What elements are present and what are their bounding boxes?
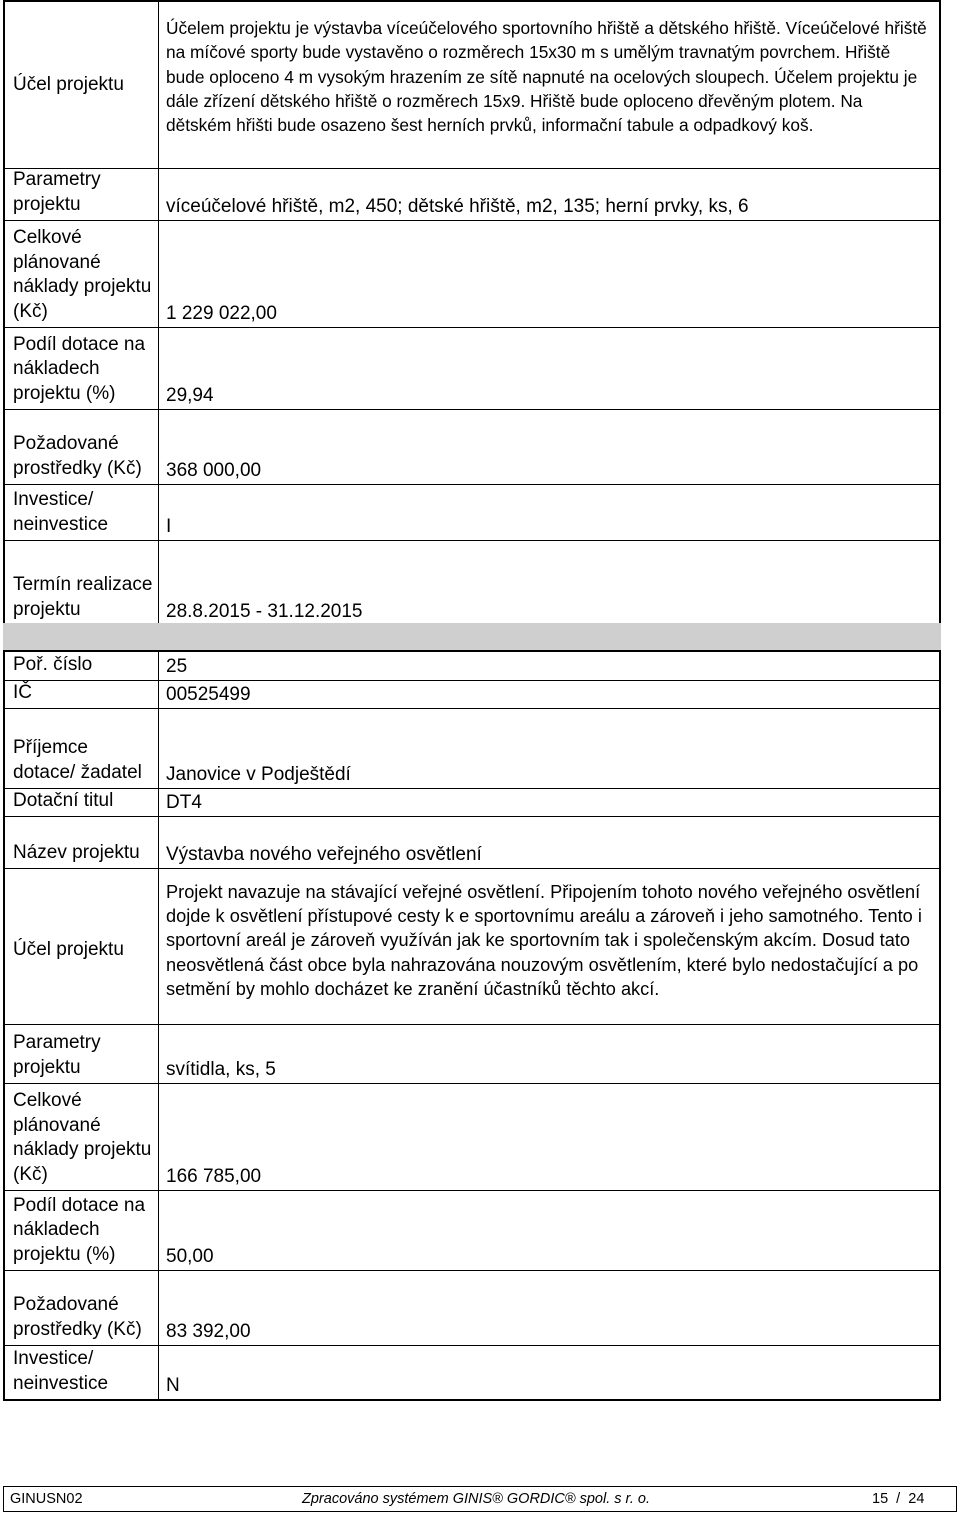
row-titul	[5, 789, 939, 817]
row-pozadovane	[5, 410, 939, 485]
row-prijemce	[5, 709, 939, 789]
value-naklady-2: 166 785,00	[166, 1165, 262, 1187]
row-por	[5, 652, 939, 681]
label-podil: Podíl dotace na nákladech projektu (%)	[5, 328, 159, 409]
row-naklady	[5, 221, 939, 328]
row-naklady-2	[5, 1084, 939, 1191]
row-investice	[5, 485, 939, 541]
row-parametry-2	[5, 1025, 939, 1084]
label-parametry: Parametry projektu	[5, 169, 159, 220]
value-termin: 28.8.2015 - 31.12.2015	[166, 600, 363, 622]
label-pozadovane: Požadované prostředky (Kč)	[5, 410, 159, 484]
row-termin	[5, 541, 939, 625]
value-ic: 00525499	[166, 683, 251, 705]
project-table-1	[3, 0, 941, 627]
value-parametry: víceúčelové hřiště, m2, 450; dětské hřiště, m2, 135; herní prvky, ks, 6	[166, 195, 749, 217]
row-pozadovane-2	[5, 1271, 939, 1346]
row-nazev	[5, 817, 939, 869]
footer-credit: Zpracováno systémem GINIS® GORDIC® spol. s r. o.	[302, 1491, 650, 1507]
row-podil-2	[5, 1191, 939, 1271]
label-pozadovane-2: Požadované prostředky (Kč)	[5, 1271, 159, 1345]
row-parametry	[5, 169, 939, 221]
value-titul: DT4	[166, 791, 202, 813]
page-footer	[3, 1486, 957, 1512]
value-por: 25	[166, 655, 188, 677]
label-ic: IČ	[5, 681, 159, 708]
label-titul: Dotační titul	[5, 789, 159, 816]
value-investice-2: N	[166, 1374, 180, 1396]
value-pozadovane: 368 000,00	[166, 459, 262, 481]
value-investice: I	[166, 515, 172, 537]
label-ucel: Účel projektu	[5, 2, 159, 168]
row-ucel-2	[5, 869, 939, 1025]
label-termin: Termín realizace projektu	[5, 541, 159, 625]
value-nazev: Výstavba nového veřejného osvětlení	[166, 843, 482, 865]
label-ucel-2: Účel projektu	[5, 869, 159, 1024]
row-ucel	[5, 2, 939, 169]
value-podil-2: 50,00	[166, 1245, 214, 1267]
row-podil	[5, 328, 939, 410]
value-ucel: Účelem projektu je výstavba víceúčelového sportovního hřiště a dětského hřiště. Víceúčelové hřiště na míčové sporty bude vystavěno o rozměrech 15x30 m s umělým travnatým povrchem. Hřiště bude oploceno 4 m vysokým hrazením ze sítě napnuté na ocelových sloupech. Účelem projektu je dále zřízení dětského hřiště o rozměrech 15x9. Hřiště bude oploceno dřevěným plotem. Na dětském hřišti bude osazeno šest herních prvků, informační tabule a odpadkový koš.	[166, 18, 927, 136]
label-naklady-2: Celkové plánované náklady projektu (Kč)	[5, 1084, 159, 1190]
separator-bar	[3, 623, 941, 650]
label-investice-2: Investice/ neinvestice	[5, 1346, 159, 1399]
label-prijemce: Příjemce dotace/ žadatel	[5, 709, 159, 788]
label-podil-2: Podíl dotace na nákladech projektu (%)	[5, 1191, 159, 1270]
label-nazev: Název projektu	[5, 817, 159, 868]
row-investice-2	[5, 1346, 939, 1399]
value-pozadovane-2: 83 392,00	[166, 1320, 251, 1342]
footer-page-number: 15 / 24	[872, 1491, 925, 1507]
value-ucel-2: Projekt navazuje na stávající veřejné osvětlení. Připojením tohoto nového veřejného osvětlení dojde k osvětlení přístupové cesty k e sportovnímu areálu a zároveň i jeho samotného. Tento i sportovní areál je zároveň využíván jak ke sportovním tak i společenským akcím. Dosud tato neosvětlená část obce byla nahrazována nouzovým osvětlením, které bylo nedostačující a po setmění by mohlo docházet ke zranění účastníků těchto akcí.	[166, 882, 922, 999]
project-table-2	[3, 650, 941, 1401]
label-por: Poř. číslo	[5, 652, 159, 680]
value-podil: 29,94	[166, 384, 214, 406]
label-parametry-2: Parametry projektu	[5, 1025, 159, 1083]
value-parametry-2: svítidla, ks, 5	[166, 1058, 276, 1080]
row-ic	[5, 681, 939, 709]
label-naklady: Celkové plánované náklady projektu (Kč)	[5, 221, 159, 327]
value-prijemce: Janovice v Podještědí	[166, 763, 351, 785]
label-investice: Investice/ neinvestice	[5, 485, 159, 540]
value-naklady: 1 229 022,00	[166, 302, 277, 324]
footer-code: GINUSN02	[10, 1491, 83, 1507]
